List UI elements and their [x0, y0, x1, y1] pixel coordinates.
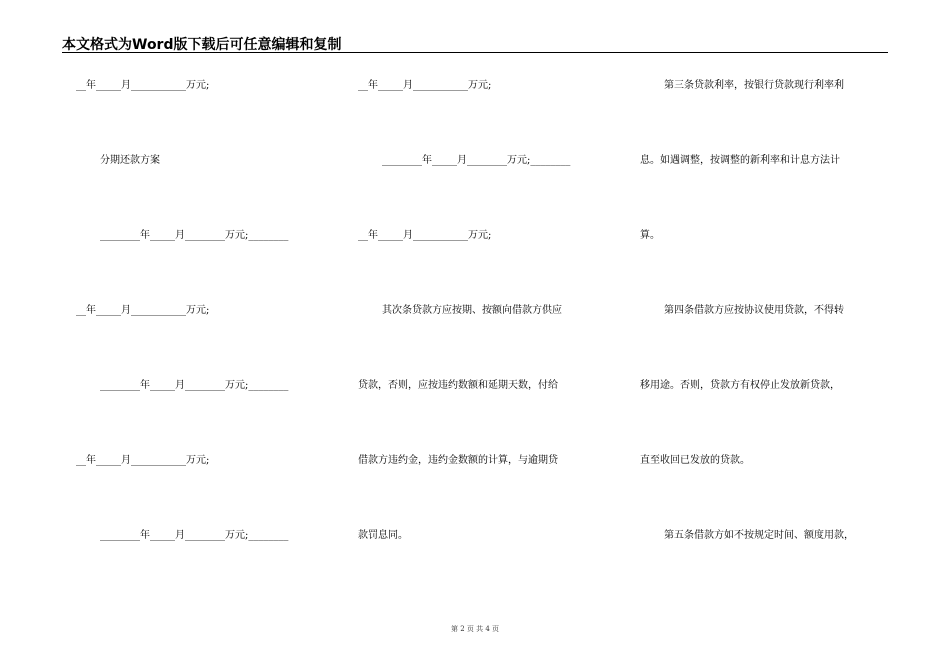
col1-line-5: ________年_____月________万元;________: [100, 380, 289, 391]
col1-line-2: 分期还款方案: [100, 155, 160, 166]
col2-line-7: 款罚息同。: [358, 530, 408, 541]
col2-line-4: 其次条贷款方应按期、按额向借款方供应: [382, 305, 562, 316]
header-divider: [62, 52, 888, 53]
col2-line-2: ________年_____月________万元;________: [382, 155, 571, 166]
col3-line-2: 息。如遇调整，按调整的新利率和计息方法计: [640, 155, 840, 166]
col3-line-5: 移用途。否则，贷款方有权停止发放新贷款，: [640, 380, 840, 391]
document-header-title: 本文格式为Word版下载后可任意编辑和复制: [62, 37, 342, 53]
col3-line-4: 第四条借款方应按协议使用贷款，不得转: [664, 305, 844, 316]
col1-line-1: __年_____月___________万元;: [76, 80, 210, 91]
col3-line-3: 算。: [640, 230, 660, 241]
col1-line-4: __年_____月___________万元;: [76, 305, 210, 316]
col1-line-7: ________年_____月________万元;________: [100, 530, 289, 541]
col3-line-6: 直至收回已发放的贷款。: [640, 455, 750, 466]
col3-line-1: 第三条贷款利率，按银行贷款现行利率利: [664, 80, 844, 91]
page-number: 第 2 页 共 4 页: [450, 625, 500, 633]
col3-line-7: 第五条借款方如不按规定时间、额度用款，: [664, 530, 854, 541]
col2-line-3: __年_____月___________万元;: [358, 230, 492, 241]
col2-line-6: 借款方违约金，违约金数额的计算，与逾期贷: [358, 455, 558, 466]
col1-line-6: __年_____月___________万元;: [76, 455, 210, 466]
col2-line-1: __年_____月___________万元;: [358, 80, 492, 91]
col2-line-5: 贷款，否则，应按违约数额和延期天数，付给: [358, 380, 558, 391]
col1-line-3: ________年_____月________万元;________: [100, 230, 289, 241]
